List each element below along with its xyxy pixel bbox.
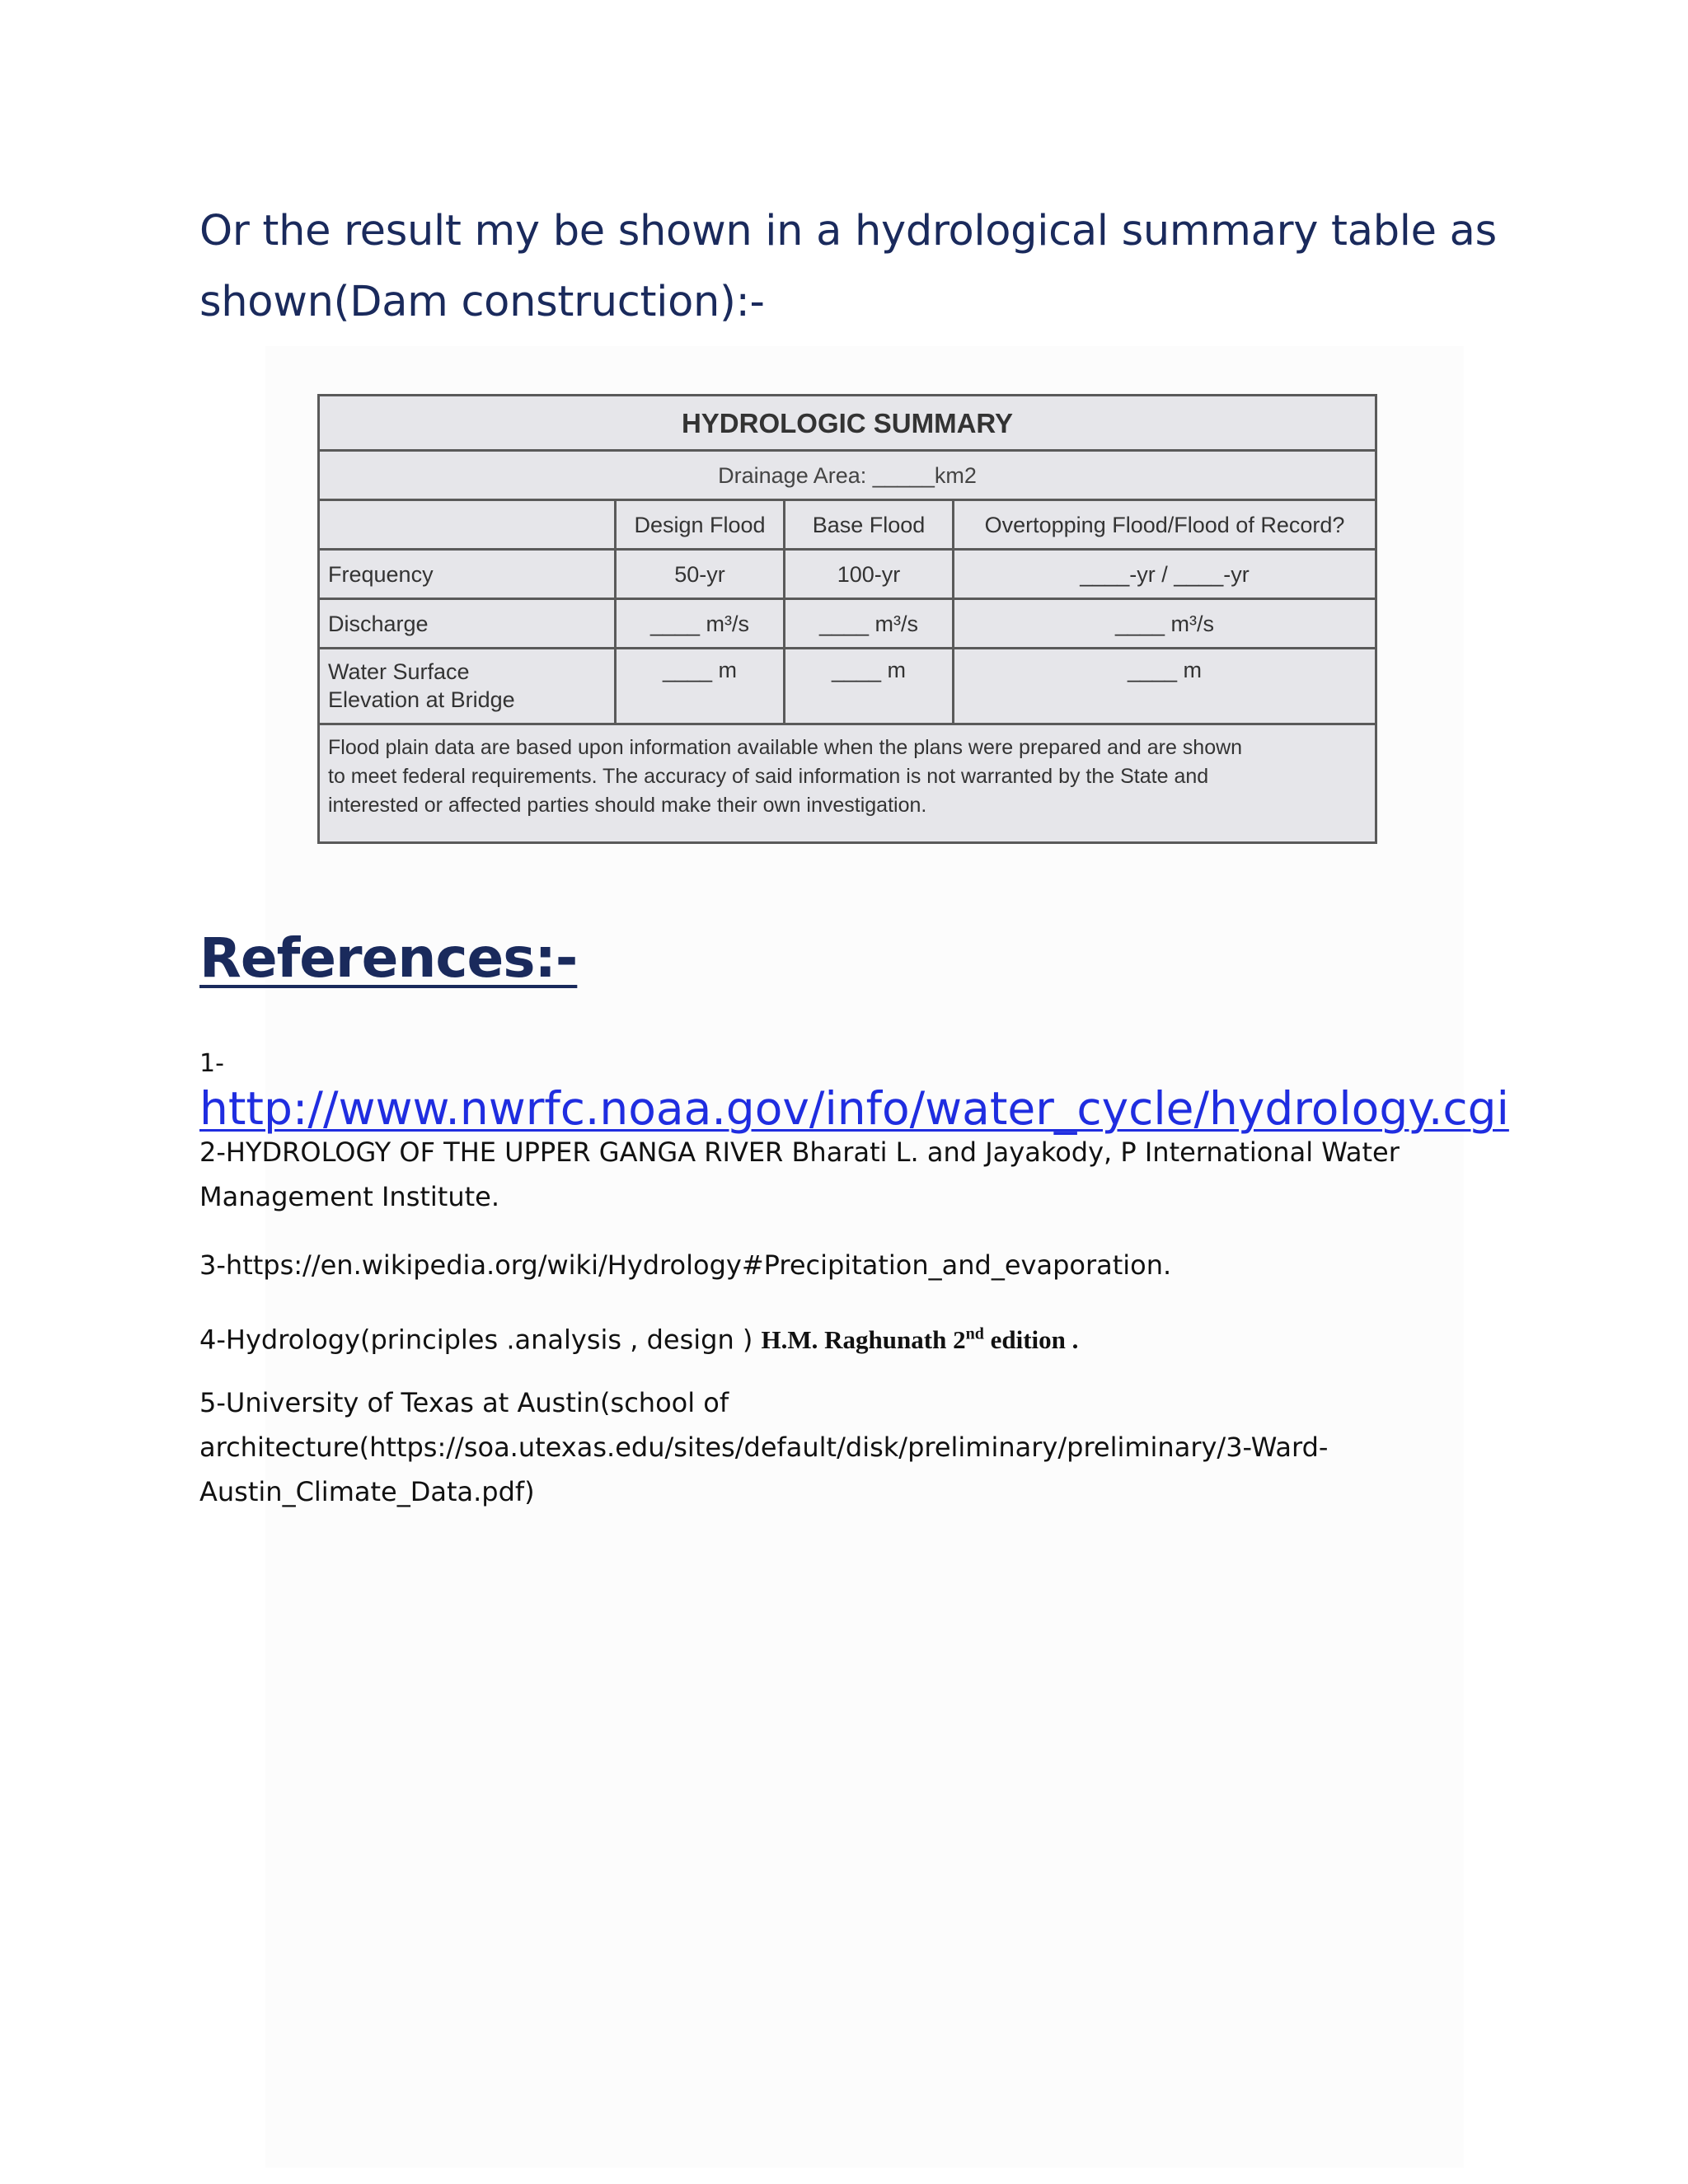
reference-2-line2: Management Institute. [199,1181,500,1212]
row-label-discharge: Discharge [320,600,617,647]
reference-1-link[interactable]: http://www.nwrfc.noaa.gov/info/water_cycle/hydrology.cgi [199,1082,1509,1135]
table-footnote [320,725,1375,841]
reference-2 [199,1130,1485,1219]
row-label-water-surface [320,649,617,723]
elevation-overtopping: ____ m [1127,658,1203,682]
elevation-design: ____ m [617,649,785,723]
intro-paragraph [199,196,1518,338]
intro-line-1: Or the result my be shown in a hydrological summary table as [199,207,1497,255]
frequency-design: 50-yr [617,551,785,598]
reference-5-line1: 5-University of Texas at Austin(school of [199,1387,729,1418]
intro-line-2: shown(Dam construction):- [199,278,765,326]
reference-1 [199,1040,1509,1137]
reference-4-superscript: nd [965,1325,984,1343]
discharge-base: ____ m³/s [785,600,954,647]
discharge-design: ____ m³/s [617,600,785,647]
reference-5-line2: architecture(https://soa.utexas.edu/sites/default/disk/preliminary/preliminary/3-Ward- [199,1432,1329,1463]
table-row-discharge [320,600,1375,649]
footnote-line-3: interested or affected parties should make their own investigation. [328,794,927,817]
elevation-base: ____ m [785,649,954,723]
reference-2-line1: 2-HYDROLOGY OF THE UPPER GANGA RIVER Bharati L. and Jayakody, P International Water [199,1137,1400,1168]
references-heading: References:- [199,926,578,990]
reference-5 [199,1380,1485,1514]
row-label-frequency: Frequency [320,551,617,598]
reference-4-title: 4-Hydrology(principles .analysis , design ) [199,1324,762,1356]
hydrologic-summary-table [317,394,1377,844]
reference-4-author [762,1325,1079,1354]
table-title: HYDROLOGIC SUMMARY [320,396,1375,452]
header-design-flood: Design Flood [617,501,785,548]
table-row-water-surface [320,649,1375,725]
reference-4-author-name: H.M. Raghunath 2 [761,1325,966,1355]
table-header-row [320,501,1375,551]
row-label-water-surface-line2: Elevation at Bridge [328,687,515,712]
reference-1-number: 1- [199,1049,224,1078]
reference-3: 3-https://en.wikipedia.org/wiki/Hydrology#Precipitation_and_evaporation. [199,1249,1172,1281]
table-row-frequency [320,551,1375,600]
header-cell-empty [320,501,617,548]
drainage-area: Drainage Area: _____km2 [320,452,1375,501]
discharge-overtopping: ____ m³/s [1114,612,1215,636]
header-overtopping-flood: Overtopping Flood/Flood of Record? [984,513,1345,537]
reference-4 [199,1312,1485,1362]
header-base-flood: Base Flood [785,501,954,548]
footnote-line-1: Flood plain data are based upon information available when the plans were prepared and are shown [328,736,1243,759]
footnote-line-2: to meet federal requirements. The accuracy of said information is not warranted by the State and [328,765,1209,788]
reference-5-line3: Austin_Climate_Data.pdf) [199,1476,535,1507]
reference-4-edition: edition . [983,1325,1079,1355]
frequency-base: 100-yr [785,551,954,598]
frequency-overtopping: ____-yr / ____-yr [1080,562,1250,587]
row-label-water-surface-line1: Water Surface [328,659,470,684]
